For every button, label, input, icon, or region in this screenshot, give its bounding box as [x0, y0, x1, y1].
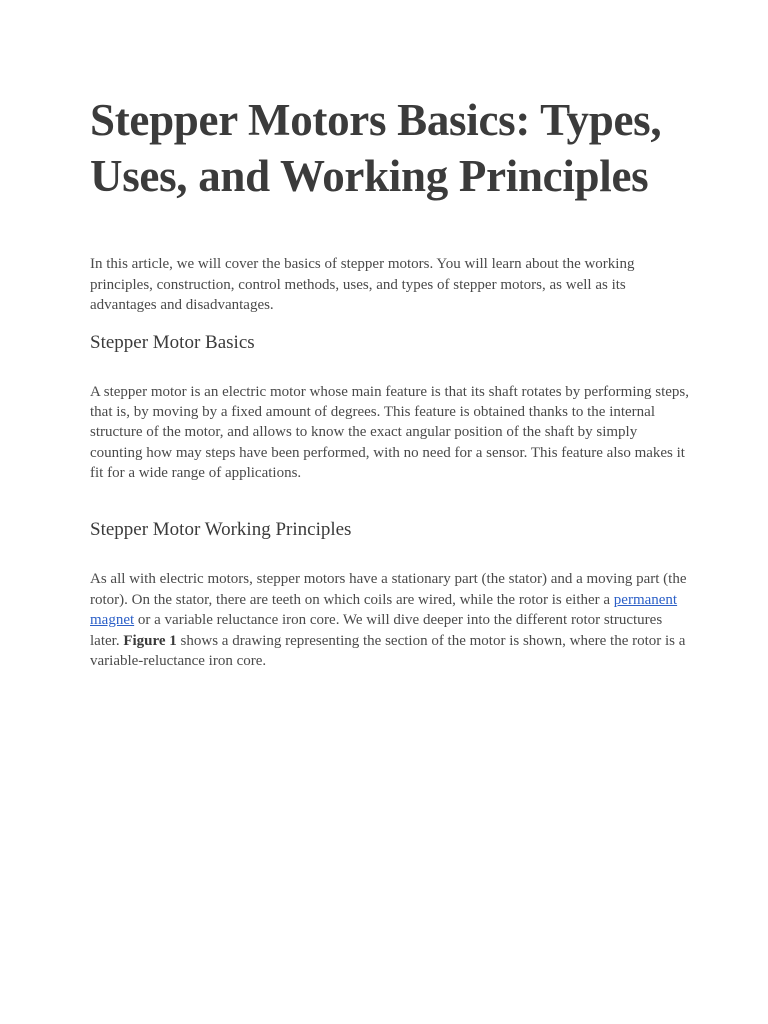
- figure-reference: Figure 1: [123, 632, 177, 649]
- paragraph-text: As all with electric motors, stepper motors have a stationary part (the stator) and a moving part (the rotor). On the stator, there are teeth on which coils are wired, while the rotor is either a: [90, 571, 687, 608]
- section-heading-stepper-motor-basics: Stepper Motor Basics: [90, 332, 255, 353]
- section-heading-working-principles: Stepper Motor Working Principles: [90, 519, 352, 540]
- article: [90, 92, 690, 669]
- section-paragraph-stepper-motor-basics: A stepper motor is an electric motor whose main feature is that its shaft rotates by performing steps, that is, by moving by a fixed amount of degrees. This feature is obtained thanks to the internal structure of the motor, and allows to know the exact angular position of the shaft by simply counting how may steps have been performed, with no need for a sensor. This feature also makes it fit for a wide range of applications.: [90, 384, 690, 481]
- paragraph-text: shows a drawing representing the section of the motor is shown, where the rotor is a variable-reluctance iron core.: [90, 632, 686, 669]
- intro-paragraph: In this article, we will cover the basics of stepper motors. You will learn about the working principles, construction, control methods, uses, and types of stepper motors, as well as its advantages and disadvantages.: [90, 256, 635, 313]
- section-paragraph-working-principles: [90, 569, 690, 672]
- paragraph-text: or a variable reluctance iron core. We will dive deeper into the different rotor structures later.: [90, 612, 663, 649]
- permanent-magnet-link[interactable]: permanent magnet: [90, 591, 678, 628]
- page-title: Stepper Motors Basics: Types, Uses, and Working Principles: [90, 95, 662, 201]
